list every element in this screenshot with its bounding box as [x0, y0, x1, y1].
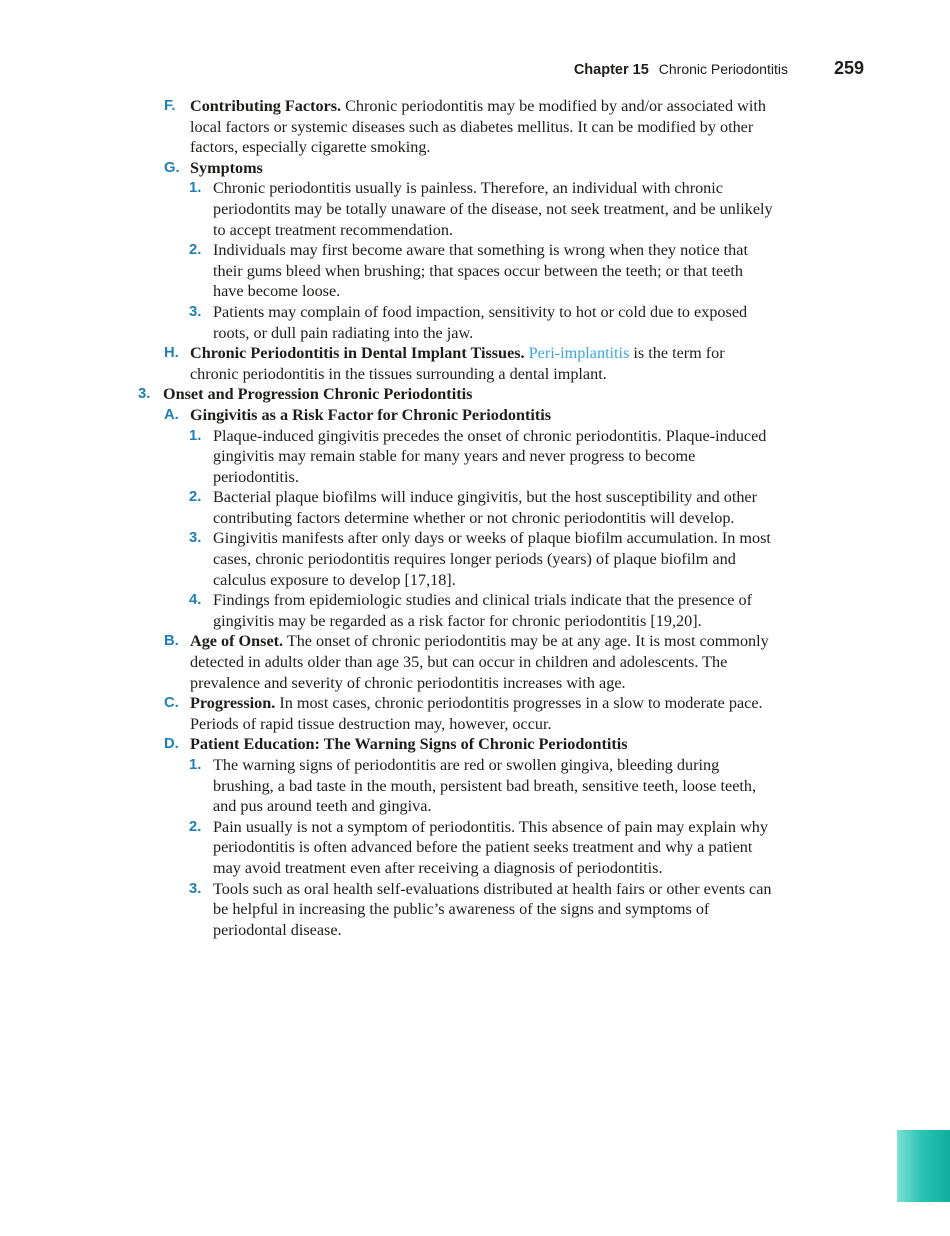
chapter-title: Chronic Periodontitis: [658, 61, 788, 77]
section-title: Contributing Factors.: [190, 97, 342, 115]
section-marker: F.: [164, 98, 176, 114]
chapter-label: Chapter 15: [573, 62, 649, 78]
section-a: [0, 405, 775, 426]
section-text: In most cases, chronic periodontitis progresses in a slow to moderate pace. Periods of rapid tissue destruction may, however, occur.: [190, 694, 763, 733]
item-text: Gingivitis manifests after only days or weeks of plaque biofilm accumulation. In most cases, chronic periodontitis requires longer periods (years) of plaque biofilm and calculus exposure to develop [17,18].: [213, 529, 771, 589]
item-text: Patients may complain of food impaction, sensitivity to hot or cold due to exposed roots, or dull pain radiating into the jaw.: [213, 302, 748, 342]
item-text: Chronic periodontitis usually is painless. Therefore, an individual with chronic periodontits may be totally unaware of the disease, not seek treatment, and be unlikely to accept treatment recommendation.: [213, 179, 773, 239]
section-title: Age of Onset.: [190, 632, 284, 651]
running-header: [574, 58, 864, 79]
item-marker: 2.: [189, 242, 202, 259]
section-text: The onset of chronic periodontitis may be at any age. It is most commonly detected in adults older than age 35, but can occur in children and adolescents. The prevalence and severity of chronic periodontitis increases with age.: [190, 632, 769, 692]
list-item: [0, 755, 775, 817]
section-title: Patient Education: The Warning Signs of Chronic Periodontitis: [190, 735, 628, 754]
section-f: [0, 96, 775, 158]
section-text: is the term for chronic periodontitis in the tissues surrounding a dental implant.: [190, 344, 725, 383]
item-text: Plaque-induced gingivitis precedes the onset of chronic periodontitis. Plaque-induced gingivitis may remain stable for many years and never progress to become periodontitis.: [213, 426, 767, 486]
list-item: [0, 487, 775, 528]
section-b: [0, 631, 775, 693]
section-marker: H.: [164, 345, 179, 362]
list-item: [0, 426, 775, 488]
section-title: Chronic Periodontitis in Dental Implant Tissues.: [190, 344, 525, 363]
item-marker: 3.: [189, 880, 202, 897]
section-title: Symptoms: [190, 158, 263, 177]
item-marker: 1.: [189, 427, 202, 444]
item-marker: 3.: [189, 530, 202, 547]
section-marker: A.: [164, 406, 179, 423]
list-item: [0, 528, 775, 590]
section-marker: C.: [164, 695, 179, 712]
section-title: Gingivitis as a Risk Factor for Chronic Periodontitis: [190, 405, 552, 424]
section-g: [0, 158, 775, 179]
page-number: 259: [833, 58, 864, 78]
chapter-thumb-tab: [897, 1130, 950, 1202]
item-text: Findings from epidemiologic studies and clinical trials indicate that the presence of gingivitis may be regarded as a risk factor for chronic periodontitis [19,20].: [213, 591, 752, 630]
page-body: [0, 96, 950, 940]
section-marker: 3.: [138, 386, 151, 403]
section-3: [0, 384, 773, 405]
section-h: [0, 343, 775, 384]
list-item: [0, 590, 775, 631]
list-item: [0, 879, 775, 941]
item-text: Individuals may first become aware that something is wrong when they notice that their gums bleed when brushing; that spaces occur between the teeth; or that teeth have become loose.: [213, 241, 748, 301]
item-marker: 1.: [189, 180, 202, 197]
list-item: [0, 240, 775, 302]
item-text: Tools such as oral health self-evaluations distributed at health fairs or other events can be helpful in increasing the public’s awareness of the signs and symptoms of periodontal disease.: [213, 879, 772, 939]
section-title: Progression.: [190, 694, 276, 713]
item-text: The warning signs of periodontitis are red or swollen gingiva, bleeding during brushing, a bad taste in the mouth, persistent bad breath, sensitive teeth, loose teeth, and pus around teeth and gingiva.: [213, 756, 757, 816]
item-marker: 2.: [189, 489, 202, 506]
item-marker: 2.: [189, 818, 202, 835]
item-text: Bacterial plaque biofilms will induce gingivitis, but the host susceptibility and other contributing factors determine whether or not chronic periodontitis will develop.: [213, 488, 757, 527]
section-title: Onset and Progression Chronic Periodontitis: [163, 385, 473, 404]
item-marker: 1.: [189, 757, 202, 773]
section-marker: B.: [164, 633, 179, 650]
section-marker: G.: [164, 159, 180, 176]
list-item: [0, 817, 775, 879]
section-d: [0, 734, 775, 755]
section-c: [0, 693, 775, 734]
list-item: [0, 302, 775, 343]
item-marker: 3.: [189, 303, 202, 320]
section-text: Chronic periodontitis may be modified by and/or associated with local factors or systemic diseases such as diabetes mellitus. It can be modified by other factors, especially cigarette smoking.: [190, 97, 766, 157]
item-marker: 4.: [189, 592, 202, 609]
list-item: [0, 178, 775, 240]
section-marker: D.: [164, 736, 179, 753]
key-term: Peri-implantitis: [528, 344, 630, 363]
item-text: Pain usually is not a symptom of periodontitis. This absence of pain may explain why periodontitis is often advanced before the patient seeks treatment and why a patient may avoid treatment even after receiving a diagnosis of periodontitis.: [213, 817, 768, 877]
